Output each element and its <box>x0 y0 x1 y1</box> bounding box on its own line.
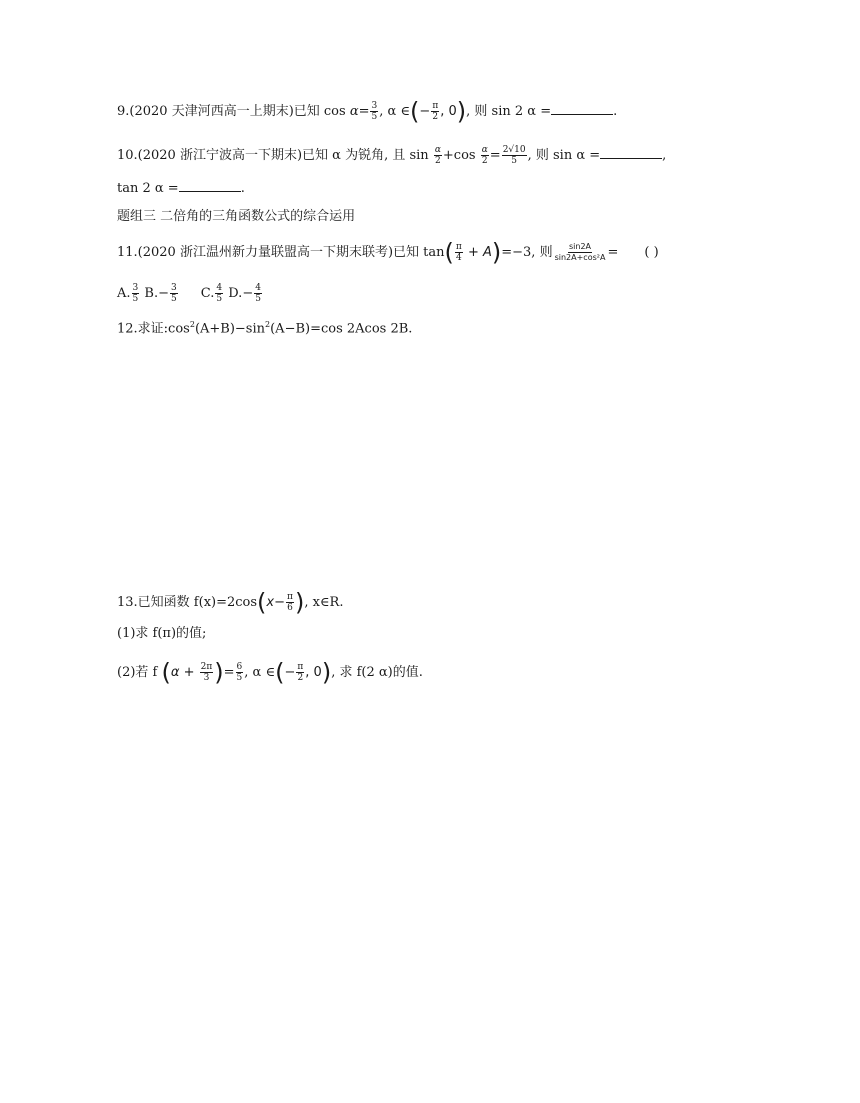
question-13: 13.已知函数 f(x)=2cos(x− $\frac{\pi}{6}$ ), x∈R. <box>117 588 344 617</box>
question-11-options <box>117 283 263 304</box>
q11-answer-paren[interactable]: ( ) <box>644 245 659 260</box>
q10-prefix: 10.(2020 浙江宁波高一下期末)已知 α 为锐角, 且 sin <box>117 148 433 163</box>
q9-interval-fraction: $\frac{\pi}{2}$ <box>432 101 439 122</box>
q13-inner-fraction: $\frac{\pi}{6}$ <box>287 592 293 613</box>
q9-prefix: 9.(2020 天津河西高一上期末)已知 cos <box>117 104 350 119</box>
question-9: 9.(2020 天津河西高一上期末)已知 cos α= $\frac{3}{5}$ , α ∈(− $\frac{\pi}{2}$ , 0), 则 sin 2 α = . <box>117 97 618 126</box>
q10-answer-blank-1[interactable] <box>600 146 662 159</box>
q9-alpha-eq: α= <box>349 104 370 119</box>
q13-p2-interval: $\frac{\pi}{2}$ <box>297 662 304 683</box>
q10-frac-2: $\frac{\alpha}{2}$ <box>481 145 488 166</box>
q9-then: , 则 sin 2 α = <box>466 104 552 119</box>
q9-comma: , α ∈ <box>379 104 411 119</box>
q9-fraction: $\frac{3}{5}$ <box>371 101 378 122</box>
question-13-part-2: (2)若 f (α + $\frac{2\pi}{3}$ )= $\frac{6}{5}$ , α ∈(− $\frac{\pi}{2}$ , 0), 求 f(2 α)的值. <box>117 658 423 687</box>
q10-frac-1: $\frac{\alpha}{2}$ <box>434 145 441 166</box>
question-13-part-1: (1)求 f(π)的值; <box>117 626 207 641</box>
q9-answer-blank[interactable] <box>551 102 613 115</box>
question-10: 10.(2020 浙江宁波高一下期末)已知 α 为锐角, 且 sin $\frac{\alpha}{2}$ +cos $\frac{\alpha}{2}$ = $\frac{2√10}{5}$ , 则 sin α = , <box>117 145 667 166</box>
q10-frac-3: $\frac{2√10}{5}$ <box>502 145 526 166</box>
question-10-line-2: tan 2 α = . <box>117 181 245 196</box>
q11-prefix: 11.(2020 浙江温州新力量联盟高一下期末联考)已知 tan <box>117 245 445 260</box>
q11-big-fraction: $\frac{\sin 2A}{\text{sin2A+cos²A}}$ <box>554 242 606 262</box>
q11-option-c[interactable]: C. $\frac{4}{5}$ <box>200 283 223 304</box>
q11-option-d[interactable]: D.− $\frac{4}{5}$ <box>224 283 261 304</box>
q11-option-a[interactable]: A. $\frac{3}{5}$ <box>117 283 139 304</box>
question-12: 12.求证$:\cos^2(A+B)-\sin^2(A-B)=\cos$ 2Acos 2B. <box>117 320 413 337</box>
q11-inner-fraction: $\frac{\pi}{4}$ <box>455 242 462 263</box>
q13-p2-value: $\frac{6}{5}$ <box>236 662 243 683</box>
q10-answer-blank-2[interactable] <box>179 179 241 192</box>
question-11: 11.(2020 浙江温州新力量联盟高一下期末联考)已知 tan( $\frac{\pi}{4}$ + A)=−3, 则 $\frac{\sin 2A}{\text{sin2A+cos²A}}$ = ( ) <box>117 238 659 267</box>
q11-option-b[interactable]: B.− $\frac{3}{5}$ <box>140 283 177 304</box>
q13-p2-fraction: $\frac{2\pi}{3}$ <box>200 662 213 683</box>
section-title: 题组三 二倍角的三角函数公式的综合运用 <box>117 209 356 224</box>
